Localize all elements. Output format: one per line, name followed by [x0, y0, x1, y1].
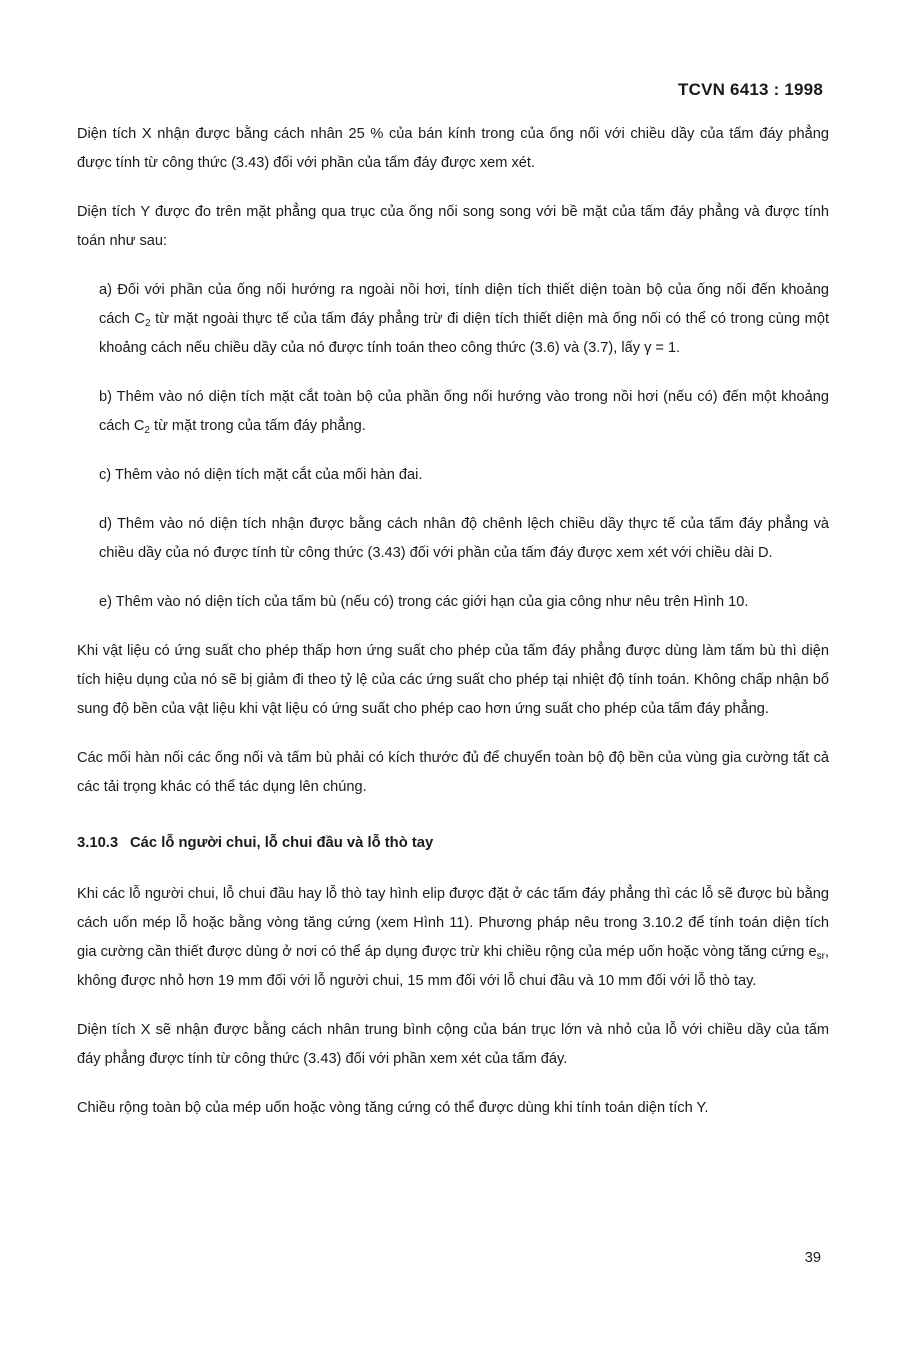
standard-code-header: TCVN 6413 : 1998: [678, 80, 823, 99]
page-number: 39: [804, 1250, 821, 1266]
section-number: 3.10.3: [77, 835, 119, 851]
list-item-e: e) Thêm vào nó diện tích của tấm bù (nếu có) trong các giới hạn của gia công như nêu trên Hình 10.: [99, 594, 749, 610]
page-content: [77, 120, 829, 1143]
paragraph-area-x-openings: Diện tích X sẽ nhận được bằng cách nhân trung bình cộng của bán trục lớn và nhỏ của lỗ với chiều dầy của tấm đáy phẳng được tính từ công thức (3.43) đối với phần xem xét của tấm đáy.: [77, 1022, 829, 1067]
list-item-d: d) Thêm vào nó diện tích nhận được bằng cách nhân độ chênh lệch chiều dầy thực tế của tấm đáy phẳng và chiều dầy của nó được tính từ công thức (3.43) đối với phần của tấm đáy được xem xét với chiều dài D.: [99, 516, 829, 561]
paragraph-area-y: Diện tích Y được đo trên mặt phẳng qua trục của ống nối song song với bề mặt của tấm đáy phẳng và được tính toán như sau:: [77, 204, 829, 249]
section-title: Các lỗ người chui, lỗ chui đầu và lỗ thò tay: [130, 835, 434, 851]
section-heading: [77, 829, 829, 858]
paragraph-area-x: Diện tích X nhận được bằng cách nhân 25 % của bán kính trong của ống nối với chiều dầy của tấm đáy phẳng được tính từ công thức (3.43) đối với phần của tấm đáy được xem xét.: [77, 126, 829, 171]
list-item-b: b) Thêm vào nó diện tích mặt cắt toàn bộ của phần ống nối hướng vào trong nồi hơi (nếu có) đến một khoảng cách $C_2$ từ mặt trong của tấm đáy phẳng.: [99, 389, 829, 436]
paragraph-material-stress: Khi vật liệu có ứng suất cho phép thấp hơn ứng suất cho phép của tấm đáy phẳng được dùng làm tấm bù thì diện tích hiệu dụng của nó sẽ bị giảm đi theo tỷ lệ của các ứng suất cho phép tại nhiệt độ tính toán. Không chấp nhận bổ sung độ bền của vật liệu khi vật liệu có ứng suất cho phép cao hơn ứng suất cho phép của tấm đáy phẳng.: [77, 643, 829, 717]
paragraph-elliptical-openings: Khi các lỗ người chui, lỗ chui đầu hay lỗ thò tay hình elip được đặt ở các tấm đáy phẳng thì các lỗ sẽ được bù bằng cách uốn mép lỗ hoặc bằng vòng tăng cứng (xem Hình 11). Phương pháp nêu trong 3.10.2 để tính toán diện tích gia cường cần thiết được dùng ở nơi có thể áp dụng được trừ khi chiều rộng của mép uốn hoặc vòng tăng cứng $e_{sr}$, không được nhỏ hơn 19 mm đối với lỗ người chui, 15 mm đối với lỗ chui đầu và 10 mm đối với lỗ thò tay.: [77, 886, 829, 989]
paragraph-welds: Các mối hàn nối các ống nối và tấm bù phải có kích thước đủ để chuyển toàn bộ độ bền của vùng gia cường tất cả các tải trọng khác có thể tác dụng lên chúng.: [77, 750, 829, 795]
paragraph-flange-width: Chiều rộng toàn bộ của mép uốn hoặc vòng tăng cứng có thể được dùng khi tính toán diện tích Y.: [77, 1100, 709, 1116]
list-item-c: c) Thêm vào nó diện tích mặt cắt của mối hàn đai.: [99, 467, 423, 483]
list-item-a: a) Đối với phần của ống nối hướng ra ngoài nồi hơi, tính diện tích thiết diện toàn bộ của ống nối đến khoảng cách $C_2$ từ mặt ngoài thực tế của tấm đáy phẳng trừ đi diện tích thiết diện mà ống nối có thể có trong cùng một khoảng cách nếu chiều dầy của nó được tính toán theo công thức (3.6) và (3.7), lấy γ = 1.: [99, 282, 829, 356]
